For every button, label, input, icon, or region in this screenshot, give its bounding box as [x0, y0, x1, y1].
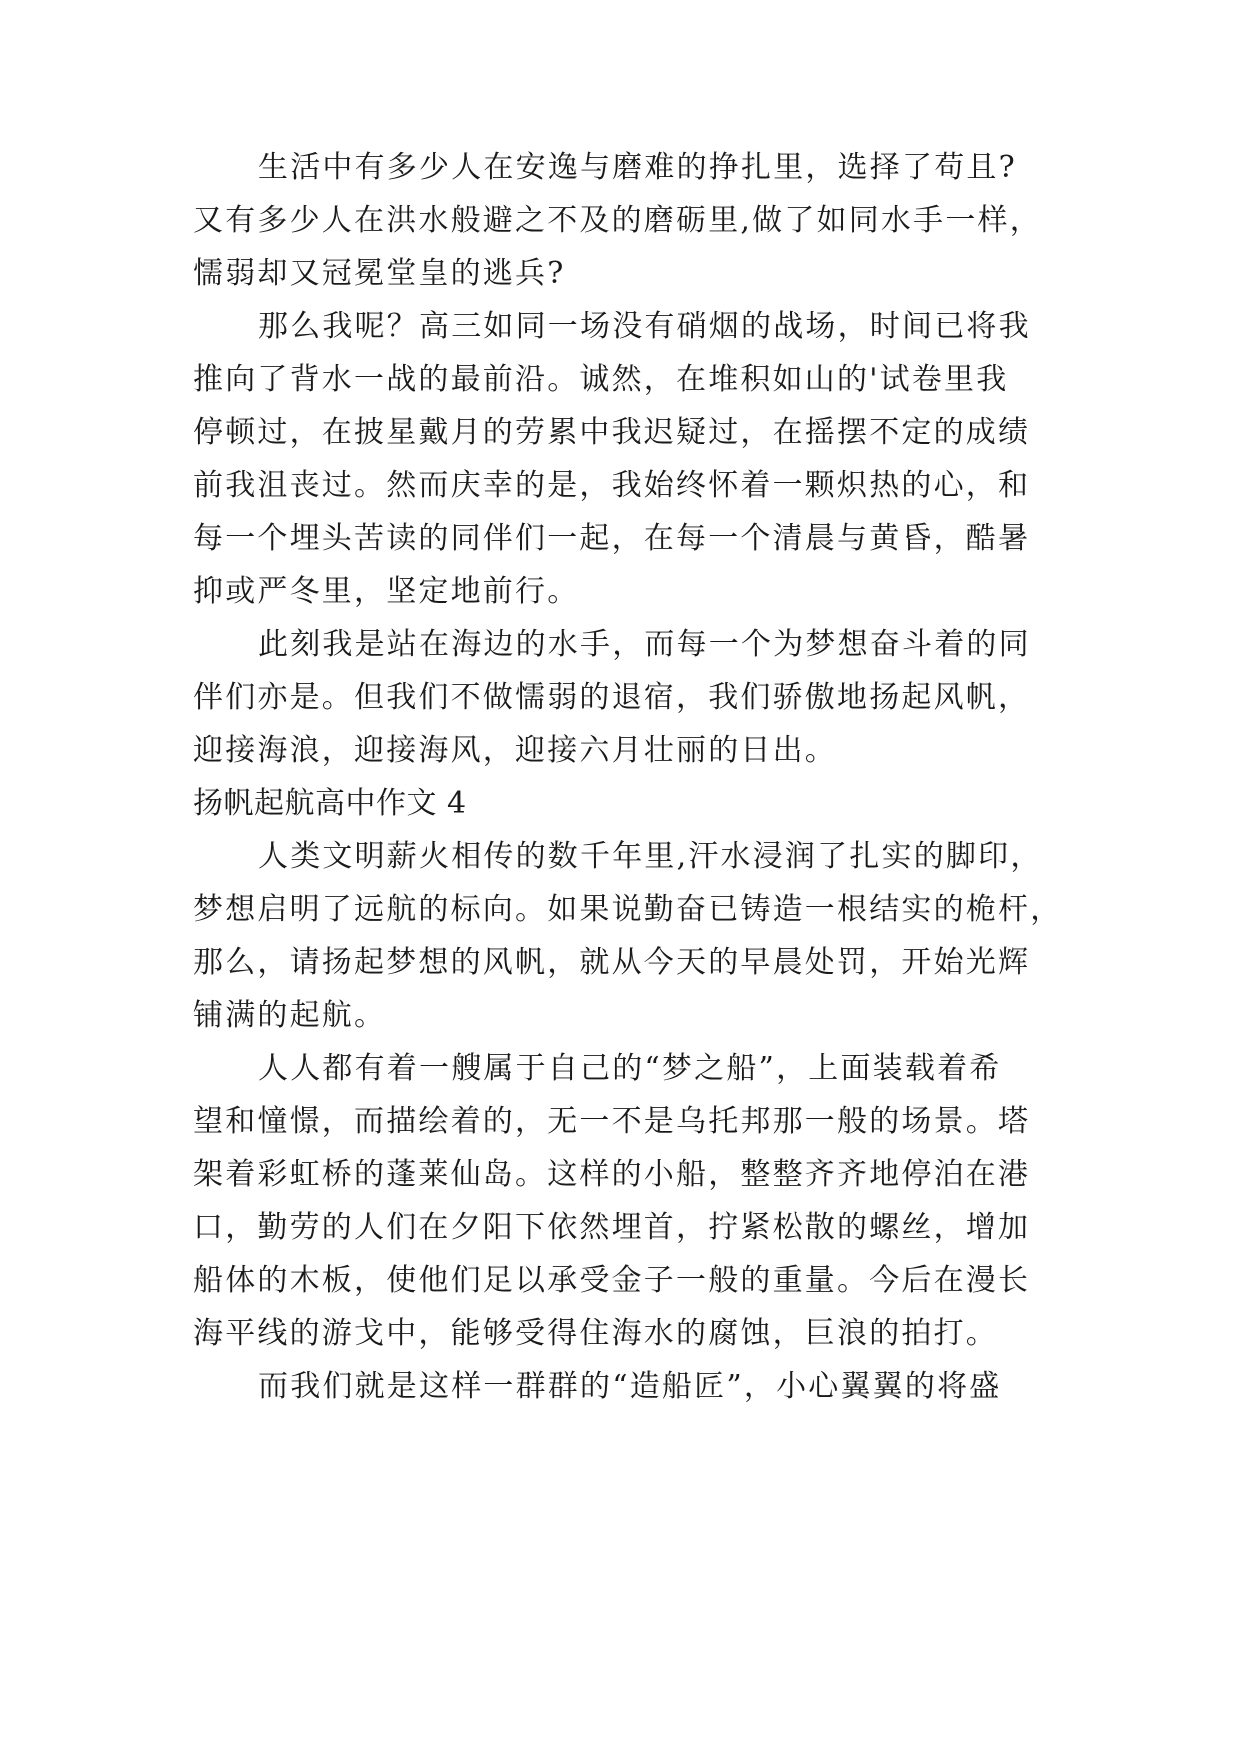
paragraph-5-line-6: 海平线的游戈中，能够受得住海水的腐蚀，巨浪的拍打。: [193, 1316, 998, 1351]
paragraph-4-line-4: 铺满的起航。: [193, 998, 387, 1033]
paragraph-2-line-4: 前我沮丧过。然而庆幸的是，我始终怀着一颗炽热的心，和: [193, 468, 1031, 503]
paragraph-5-line-2: 望和憧憬，而描绘着的，无一不是乌托邦那一般的场景。塔: [193, 1104, 1031, 1139]
paragraph-4-line-3: 那么，请扬起梦想的风帆，就从今天的早晨处罚，开始光辉: [193, 945, 1031, 980]
paragraph-4-line-1: 人类文明薪火相传的数千年里,汗水浸润了扎实的脚印，: [258, 839, 1043, 874]
paragraph-6-line-1: 而我们就是这样一群群的“造船匠”，小心翼翼的将盛: [258, 1369, 1002, 1404]
paragraph-5-line-5: 船体的木板，使他们足以承受金子一般的重量。今后在漫长: [193, 1263, 1031, 1298]
paragraph-1-line-2: 又有多少人在洪水般避之不及的磨砺里,做了如同水手一样，: [193, 203, 1042, 238]
paragraph-2-line-2: 推向了背水一战的最前沿。诚然，在堆积如山的'试卷里我: [193, 362, 1009, 397]
paragraph-3-line-2: 伴们亦是。但我们不做懦弱的退宿，我们骄傲地扬起风帆，: [193, 680, 1031, 715]
paragraph-4-line-2: 梦想启明了远航的标向。如果说勤奋已铸造一根结实的桅杆，: [193, 892, 1063, 927]
paragraph-5-line-4: 口，勤劳的人们在夕阳下依然埋首，拧紧松散的螺丝，增加: [193, 1210, 1031, 1245]
section-heading: 扬帆起航高中作文 4: [193, 786, 467, 821]
paragraph-2-line-6: 抑或严冬里，坚定地前行。: [193, 574, 580, 609]
paragraph-5-line-3: 架着彩虹桥的蓬莱仙岛。这样的小船，整整齐齐地停泊在港: [193, 1157, 1031, 1192]
paragraph-3-line-3: 迎接海浪，迎接海风，迎接六月壮丽的日出。: [193, 733, 837, 768]
paragraph-2-line-3: 停顿过，在披星戴月的劳累中我迟疑过，在摇摆不定的成绩: [193, 415, 1031, 450]
paragraph-5-line-1: 人人都有着一艘属于自己的“梦之船”，上面装载着希: [258, 1051, 1002, 1086]
paragraph-1-line-1: 生活中有多少人在安逸与磨难的挣扎里，选择了苟且?: [258, 150, 1017, 185]
paragraph-2-line-5: 每一个埋头苦读的同伴们一起，在每一个清晨与黄昏，酷暑: [193, 521, 1031, 556]
paragraph-2-line-1: 那么我呢？高三如同一场没有硝烟的战场，时间已将我: [258, 309, 1031, 344]
paragraph-3-line-1: 此刻我是站在海边的水手，而每一个为梦想奋斗着的同: [258, 627, 1031, 662]
paragraph-1-line-3: 懦弱却又冠冕堂皇的逃兵?: [193, 256, 566, 291]
